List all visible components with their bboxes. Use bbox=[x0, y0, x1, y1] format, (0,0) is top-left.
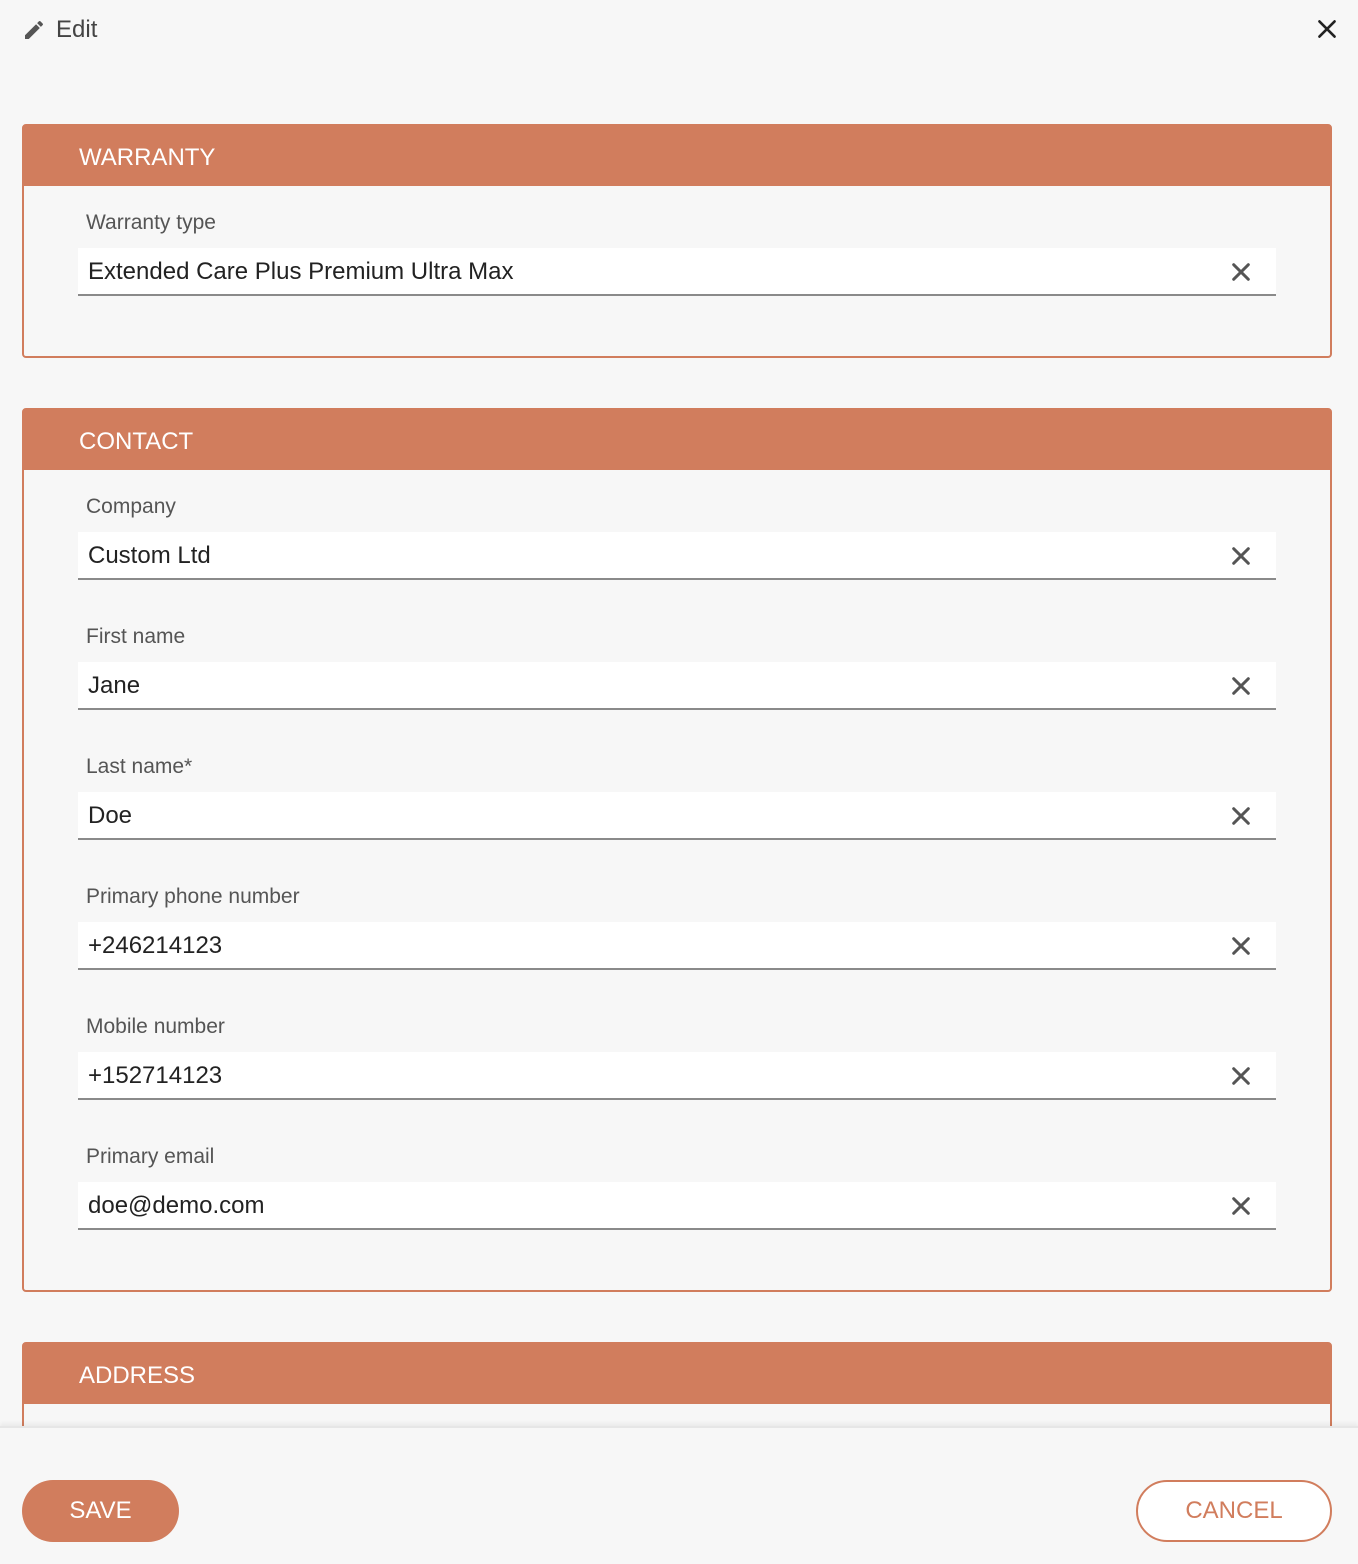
warranty-section bbox=[22, 124, 1332, 358]
dialog-footer bbox=[0, 1426, 1358, 1564]
form-scroll-area[interactable] bbox=[0, 62, 1358, 1426]
primary-phone-field bbox=[78, 882, 1276, 970]
field-value[interactable]: Extended Care Plus Premium Ultra Max bbox=[88, 258, 514, 285]
section-title: CONTACT bbox=[24, 410, 1330, 470]
section-title: WARRANTY bbox=[24, 126, 1330, 186]
close-icon[interactable] bbox=[1314, 16, 1340, 42]
company-input[interactable] bbox=[78, 532, 1276, 580]
field-value[interactable]: doe@demo.com bbox=[88, 1192, 265, 1219]
dialog-header bbox=[0, 0, 1358, 62]
field-value[interactable]: +246214123 bbox=[88, 932, 223, 959]
field-value[interactable]: Jane bbox=[88, 672, 141, 699]
field-value[interactable]: Custom Ltd bbox=[88, 542, 211, 569]
warranty-type-input[interactable] bbox=[78, 248, 1276, 296]
dialog-title: Edit bbox=[56, 16, 98, 43]
first-name-field bbox=[78, 622, 1276, 710]
pencil-icon bbox=[22, 18, 46, 42]
cancel-button[interactable]: CANCEL bbox=[1136, 1480, 1332, 1542]
field-value[interactable]: Doe bbox=[88, 802, 133, 829]
last-name-field bbox=[78, 752, 1276, 840]
primary-email-field bbox=[78, 1142, 1276, 1230]
field-label: Company bbox=[86, 495, 176, 518]
clear-icon[interactable] bbox=[1230, 805, 1252, 827]
field-label: First name bbox=[86, 625, 186, 648]
save-button[interactable]: SAVE bbox=[22, 1480, 179, 1542]
field-label: Warranty type bbox=[86, 211, 216, 234]
company-field bbox=[78, 492, 1276, 580]
last-name-input[interactable] bbox=[78, 792, 1276, 840]
field-label: Primary email bbox=[86, 1145, 215, 1168]
clear-icon[interactable] bbox=[1230, 675, 1252, 697]
primary-email-input[interactable] bbox=[78, 1182, 1276, 1230]
warranty-type-field bbox=[78, 208, 1276, 296]
address-section bbox=[22, 1342, 1332, 1426]
clear-icon[interactable] bbox=[1230, 261, 1252, 283]
clear-icon[interactable] bbox=[1230, 935, 1252, 957]
field-label: Mobile number bbox=[86, 1015, 225, 1038]
section-title: ADDRESS bbox=[24, 1344, 1330, 1404]
contact-section bbox=[22, 408, 1332, 1292]
field-label: Last name* bbox=[86, 755, 193, 778]
mobile-number-field bbox=[78, 1012, 1276, 1100]
field-value[interactable]: +152714123 bbox=[88, 1062, 223, 1089]
primary-phone-input[interactable] bbox=[78, 922, 1276, 970]
field-label: Primary phone number bbox=[86, 885, 300, 908]
clear-icon[interactable] bbox=[1230, 1065, 1252, 1087]
clear-icon[interactable] bbox=[1230, 545, 1252, 567]
clear-icon[interactable] bbox=[1230, 1195, 1252, 1217]
mobile-number-input[interactable] bbox=[78, 1052, 1276, 1100]
first-name-input[interactable] bbox=[78, 662, 1276, 710]
